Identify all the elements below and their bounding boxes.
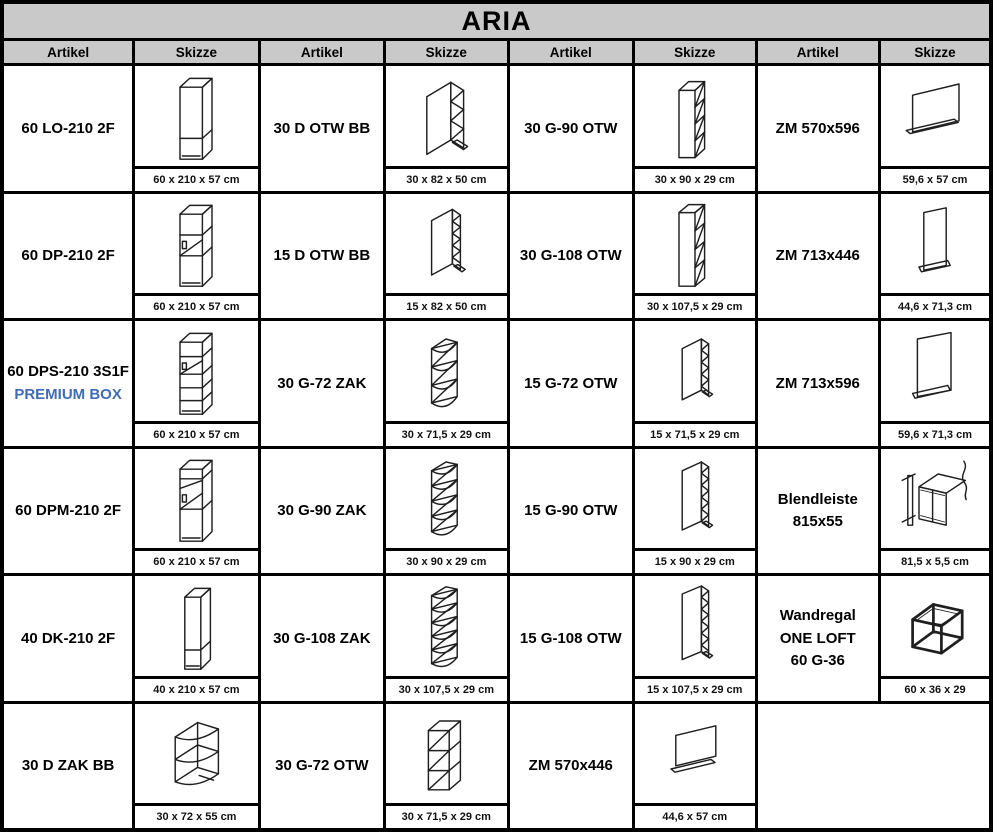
artikel-zm-713x596 xyxy=(758,321,879,446)
artikel-label: 15 D OTW BB xyxy=(273,247,371,264)
dimensions-label: 60 x 210 x 57 cm xyxy=(135,166,257,191)
artikel-label: 60 LO-210 2F xyxy=(21,119,115,137)
panel-landscape-small-sketch-icon xyxy=(635,704,755,804)
artikel-label: 30 D OTW BB xyxy=(273,119,371,137)
artikel-40-dk-210-2f xyxy=(4,576,132,701)
artikel-zm-570x596 xyxy=(758,66,879,191)
header-cell-skizze-4: Skizze xyxy=(881,41,989,63)
header-cell-skizze-3: Skizze xyxy=(635,41,755,63)
tall-oven-drawer-cabinet-sketch-icon xyxy=(135,321,257,421)
dimensions-label: 60 x 36 x 29 xyxy=(881,676,989,701)
artikel-30-g-72-otw xyxy=(261,704,383,829)
header-cell-skizze-1: Skizze xyxy=(135,41,257,63)
dimensions-label: 30 x 82 x 50 cm xyxy=(386,166,507,191)
artikel-label: 60 DPS-210 3S1F xyxy=(7,363,129,381)
artikel-label: 30 G-72 ZAK xyxy=(277,374,367,392)
blendleiste-filler-sketch-icon xyxy=(881,449,989,549)
panel-portrait-wide-sketch-icon xyxy=(881,321,989,421)
open-base-shelf-sketch-icon xyxy=(386,66,507,166)
wall-open-box-sketch-icon xyxy=(386,704,507,804)
artikel-60-dp-210-2f xyxy=(4,194,132,319)
header-cell-artikel-1: Artikel xyxy=(4,41,132,63)
skizze-30-d-otw-bb xyxy=(386,66,507,191)
skizze-wandregal-one-loft xyxy=(881,576,989,701)
artikel-label-line2: 815x55 xyxy=(792,513,843,531)
artikel-label: 30 G-72 OTW xyxy=(275,757,369,774)
artikel-label: ZM 570x446 xyxy=(528,757,613,774)
artikel-label: Wandregal xyxy=(779,607,856,624)
skizze-15-g-108-otw xyxy=(635,576,755,701)
artikel-15-g-72-otw xyxy=(510,321,632,446)
skizze-30-d-zak-bb xyxy=(135,704,257,829)
artikel-60-dpm-210-2f xyxy=(4,449,132,574)
narrow-wall-shelf-90-sketch-icon xyxy=(635,449,755,549)
dimensions-label: 60 x 210 x 57 cm xyxy=(135,293,257,318)
artikel-30-g-108-zak xyxy=(261,576,383,701)
artikel-30-g-90-otw xyxy=(510,66,632,191)
page-title: ARIA xyxy=(4,4,989,38)
premium-box-label: PREMIUM BOX xyxy=(14,385,122,403)
tall-larder-cabinet-sketch-icon xyxy=(135,66,257,166)
artikel-label: 30 G-108 OTW xyxy=(519,247,622,264)
skizze-zm-713x596 xyxy=(881,321,989,446)
dimensions-label: 60 x 210 x 57 cm xyxy=(135,421,257,446)
artikel-label: ZM 713x596 xyxy=(775,374,860,392)
skizze-60-dps-210-3s1f xyxy=(135,321,257,446)
wall-open-shelf-tall-sketch-icon xyxy=(635,194,755,294)
dimensions-label: 30 x 71,5 x 29 cm xyxy=(386,421,507,446)
dimensions-label: 44,6 x 57 cm xyxy=(635,803,755,828)
artikel-label: Blendleiste xyxy=(777,490,858,508)
artikel-label: 30 D ZAK BB xyxy=(21,757,115,774)
narrow-wall-shelf-108-sketch-icon xyxy=(635,576,755,676)
skizze-15-g-90-otw xyxy=(635,449,755,574)
dimensions-label: 30 x 90 x 29 cm xyxy=(635,166,755,191)
artikel-60-lo-210-2f xyxy=(4,66,132,191)
artikel-blendleiste-815x55 xyxy=(758,449,879,574)
dimensions-label: 30 x 107,5 x 29 cm xyxy=(386,676,507,701)
wall-open-shelf-sketch-icon xyxy=(635,66,755,166)
artikel-label: 30 G-108 ZAK xyxy=(273,629,371,647)
artikel-15-g-90-otw xyxy=(510,449,632,574)
skizze-30-g-72-otw xyxy=(386,704,507,829)
dimensions-label: 44,6 x 71,3 cm xyxy=(881,293,989,318)
loft-wall-frame-sketch-icon xyxy=(881,576,989,676)
skizze-60-lo-210-2f xyxy=(135,66,257,191)
tall-oven-cabinet-sketch-icon xyxy=(135,194,257,294)
corner-zak-shelf-90-sketch-icon xyxy=(386,449,507,549)
skizze-30-g-108-zak xyxy=(386,576,507,701)
artikel-label: 15 G-108 OTW xyxy=(519,629,622,647)
artikel-15-g-108-otw xyxy=(510,576,632,701)
artikel-label: 60 DP-210 2F xyxy=(21,247,115,264)
artikel-30-d-otw-bb xyxy=(261,66,383,191)
skizze-60-dpm-210-2f xyxy=(135,449,257,574)
artikel-wandregal-one-loft-60-g-36 xyxy=(758,576,879,701)
artikel-zm-570x446 xyxy=(510,704,632,829)
skizze-blendleiste-815x55 xyxy=(881,449,989,574)
artikel-label: 30 G-90 OTW xyxy=(524,119,618,137)
skizze-zm-713x446 xyxy=(881,194,989,319)
skizze-30-g-90-otw xyxy=(635,66,755,191)
artikel-30-g-108-otw xyxy=(510,194,632,319)
dimensions-label: 60 x 210 x 57 cm xyxy=(135,548,257,573)
skizze-60-dp-210-2f xyxy=(135,194,257,319)
skizze-40-dk-210-2f xyxy=(135,576,257,701)
dimensions-label: 30 x 72 x 55 cm xyxy=(135,803,257,828)
dimensions-label: 15 x 82 x 50 cm xyxy=(386,293,507,318)
narrow-wall-shelf-72-sketch-icon xyxy=(635,321,755,421)
dimensions-label: 30 x 71,5 x 29 cm xyxy=(386,803,507,828)
narrow-tall-cabinet-sketch-icon xyxy=(135,576,257,676)
tall-oven-mid-cabinet-sketch-icon xyxy=(135,449,257,549)
dimensions-label: 15 x 107,5 x 29 cm xyxy=(635,676,755,701)
dimensions-label: 81,5 x 5,5 cm xyxy=(881,548,989,573)
dimensions-label: 15 x 71,5 x 29 cm xyxy=(635,421,755,446)
artikel-15-d-otw-bb xyxy=(261,194,383,319)
artikel-label: ZM 713x446 xyxy=(775,247,860,264)
dimensions-label: 15 x 90 x 29 cm xyxy=(635,548,755,573)
artikel-30-d-zak-bb xyxy=(4,704,132,829)
skizze-zm-570x596 xyxy=(881,66,989,191)
empty-cell xyxy=(758,704,989,829)
dimensions-label: 30 x 107,5 x 29 cm xyxy=(635,293,755,318)
skizze-15-d-otw-bb xyxy=(386,194,507,319)
dimensions-label: 59,6 x 71,3 cm xyxy=(881,421,989,446)
narrow-base-shelf-sketch-icon xyxy=(386,194,507,294)
header-cell-artikel-3: Artikel xyxy=(510,41,632,63)
corner-zak-shelf-72-sketch-icon xyxy=(386,321,507,421)
skizze-30-g-72-zak xyxy=(386,321,507,446)
artikel-label: 30 G-90 ZAK xyxy=(277,502,367,519)
artikel-30-g-72-zak xyxy=(261,321,383,446)
skizze-zm-570x446 xyxy=(635,704,755,829)
artikel-zm-713x446 xyxy=(758,194,879,319)
skizze-30-g-90-zak xyxy=(386,449,507,574)
header-cell-artikel-2: Artikel xyxy=(261,41,383,63)
artikel-label: 40 DK-210 2F xyxy=(20,629,116,647)
artikel-60-dps-210-3s1f xyxy=(4,321,132,446)
artikel-label: 15 G-90 OTW xyxy=(524,502,618,519)
panel-portrait-sketch-icon xyxy=(881,194,989,294)
header-cell-skizze-2: Skizze xyxy=(386,41,507,63)
header-cell-artikel-4: Artikel xyxy=(758,41,879,63)
artikel-label: 15 G-72 OTW xyxy=(524,374,618,392)
artikel-label-line2: ONE LOFT xyxy=(779,629,856,647)
artikel-label-line3: 60 G-36 xyxy=(790,652,845,669)
corner-zak-shelf-108-sketch-icon xyxy=(386,576,507,676)
artikel-label: 60 DPM-210 2F xyxy=(15,502,122,519)
dimensions-label: 30 x 90 x 29 cm xyxy=(386,548,507,573)
artikel-30-g-90-zak xyxy=(261,449,383,574)
skizze-30-g-108-otw xyxy=(635,194,755,319)
dimensions-label: 59,6 x 57 cm xyxy=(881,166,989,191)
panel-landscape-sketch-icon xyxy=(881,66,989,166)
corner-base-zak-shelf-sketch-icon xyxy=(135,704,257,804)
artikel-label: ZM 570x596 xyxy=(775,119,860,137)
skizze-15-g-72-otw xyxy=(635,321,755,446)
dimensions-label: 40 x 210 x 57 cm xyxy=(135,676,257,701)
